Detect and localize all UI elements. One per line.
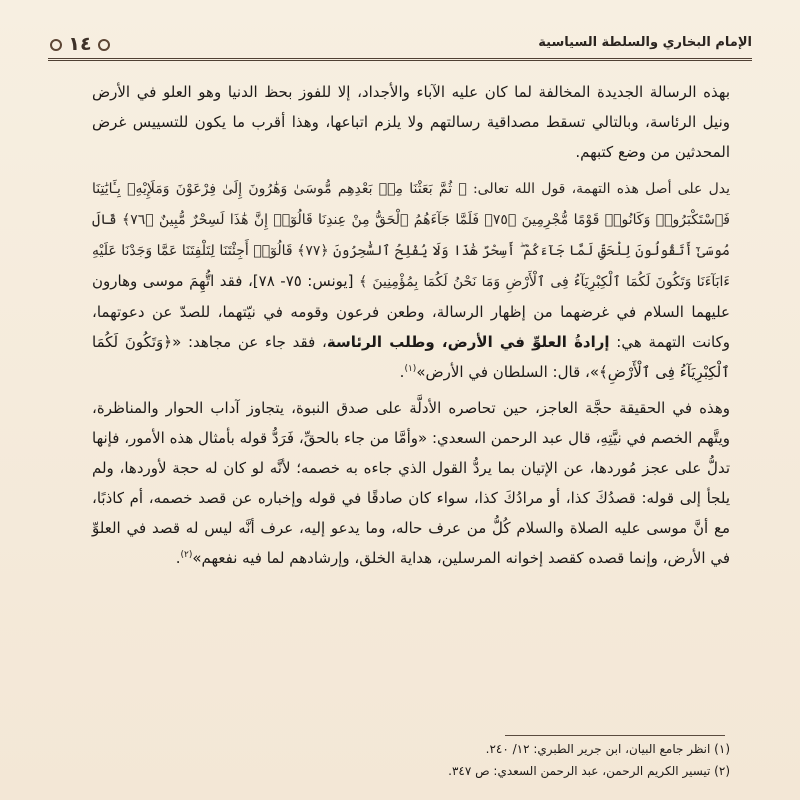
- paragraph-1: بهذه الرسالة الجديدة المخالفة لما كان عليه الآباء والأجداد، إلا للفوز بحظ الدنيا وهو العلو في الأرض ونيل الرئاسة، وبالتالي تسقط مصداقية رسالتهم ولا يلزم اتباعها، وهذا أقرب ما يكون للتسييس غرض المحدثين من وضع كتبهم.: [92, 83, 730, 161]
- footnote-2: (٢) تيسير الكريم الرحمن، عبد الرحمن السعدي: ص ٣٤٧.: [448, 764, 730, 778]
- paragraph-2: يدل على أصل هذه التهمة، قول الله تعالى: ﴿ ثُمَّ بَعَثْنَا مِنۢ بَعْدِهِم مُّوسَىٰ وَهَٰرُونَ إِلَىٰ فِرْعَوْنَ وَمَلَإِيْهِۦ بِـَٔايَٰتِنَا فَٱسْتَكْبَرُوا۟ وَكَانُوا۟ قَوْمًا مُّجْرِمِينَ ﴿٧٥﴾ فَلَمَّا جَآءَهُمُ ٱلْحَقُّ مِنْ عِندِنَا قَالُوٓا۟ إِنَّ هَٰذَا لَسِحْرٌ مُّبِينٌ ﴿٧٦﴾ قَالَ مُوسَىٰٓ أَتَقُولُونَ لِلْحَقِّ لَمَّا جَآءَكُمْ ۖ أَسِحْرٌ هَٰذَا وَلَا يُفْلِحُ ٱلسَّٰحِرُونَ ﴿٧٧﴾ قَالُوٓا۟ أَجِئْتَنَا لِتَلْفِتَنَا عَمَّا وَجَدْنَا عَلَيْهِ ءَابَآءَنَا وَتَكُونَ لَكُمَا ٱلْكِبْرِيَآءُ فِى ٱلْأَرْضِ وَمَا نَحْنُ لَكُمَا بِمُؤْمِنِينَ ﴾ [يونس: ٧٥- ٧٨]، فقد اتُّهِمَ موسى وهارون عليهما السلام في غرضهما من إظهار الرسالة، وطعن فرعون وقومه في نيّتهما، للصدّ عن دعوتهما، وكانت التهمة هي: إرادةُ العلوِّ في الأرض، وطلب الرئاسة، فقد جاء عن مجاهد: «﴿وَتَكُونَ لَكُمَا ٱلْكِبْرِيَآءُ فِى ٱلْأَرْضِ﴾»، قال: السلطان في الأرض»$^{(١)}$.: [92, 181, 731, 381]
- paragraph-2-text-a: [يونس: ٧٥- ٧٨]، فقد اتُّهِمَ موسى وهارون عليهما السلام في غرضهما من إظهار الرسالة، وطعن فرعون وقومه في نيّتهما، للصدّ عن دعوتهما، وكانت التهمة هي:: [92, 272, 730, 351]
- footnotes: [92, 738, 730, 782]
- paragraph-2-bold-phrase: إرادةُ العلوِّ في الأرض، وطلب الرئاسة: [326, 333, 610, 351]
- footnote-1: (١) انظر جامع البيان، ابن جرير الطبري: ١٢/ ٢٤٠.: [485, 742, 730, 756]
- quran-quote: يدل على أصل هذه التهمة، قول الله تعالى: ﴿ ثُمَّ بَعَثْنَا مِنۢ بَعْدِهِم مُّوسَىٰ وَهَٰرُونَ إِلَىٰ فِرْعَوْنَ وَمَلَإِيْهِۦ بِـَٔايَٰتِنَا فَٱسْتَكْبَرُوا۟ وَكَانُوا۟ قَوْمًا مُّجْرِمِينَ ﴿٧٥﴾ فَلَمَّا جَآءَهُمُ ٱلْحَقُّ مِنْ عِندِنَا قَالُوٓا۟ إِنَّ هَٰذَا لَسِحْرٌ مُّبِينٌ ﴿٧٦﴾ قَالَ مُوسَىٰٓ أَتَقُولُونَ لِلْحَقِّ لَمَّا جَآءَكُمْ ۖ أَسِحْرٌ هَٰذَا وَلَا يُفْلِحُ ٱلسَّٰحِرُونَ ﴿٧٧﴾ قَالُوٓا۟ أَجِئْتَنَا لِتَلْفِتَنَا عَمَّا وَجَدْنَا عَلَيْهِ ءَابَآءَنَا وَتَكُونَ لَكُمَا ٱلْكِبْرِيَآءُ فِى ٱلْأَرْضِ وَمَا نَحْنُ لَكُمَا بِمُؤْمِنِينَ ﴾: [92, 181, 731, 290]
- ornament-left-icon: [50, 39, 62, 51]
- paragraph-2-text-b: ، فقد جاء عن مجاهد: «﴿وَتَكُونَ لَكُمَا ٱلْكِبْرِيَآءُ فِى ٱلْأَرْضِ﴾»، قال: السلطان في الأرض»: [92, 333, 730, 381]
- page-header: [48, 34, 752, 68]
- ornament-right-icon: [98, 39, 110, 51]
- footnote-separator: [505, 735, 725, 736]
- footnote-ref-1: (١): [404, 364, 417, 374]
- footnote-ref-2: (٢): [180, 550, 193, 560]
- paragraph-3: وهذه في الحقيقة حجَّة العاجز، حين تحاصره الأدلَّة على صدق النبوة، يتجاوز آداب الحوار والمناظرة، ويتَّهم الخصم في نيَّتِهِ، قال عبد الرحمن السعدي: «وأمَّا من جاء بالحقِّ، فَرَدُّ قوله بأمثال هذه الأمور، فإنها تدلُّ على عجز مُوردها، عن الإتيان بما يردُّ القول الذي جاءه به خصمه؛ لأنَّه لو كان له حجة لأوردها، ولم يلجأ إلى قوله: قصدُكَ كذا، أو مرادُكَ كذا، سواء كان صادقًا في قوله وإخباره عن قصد خصمه، أم كاذبًا، مع أنَّ موسى عليه الصلاة والسلام كُلُّ من عرف حاله، وما يدعو إليه، عرف أنَّه ليس له قصد في العلوِّ في الأرض، وإنما قصده كقصد إخوانه المرسلين، هداية الخلق، وإرشادهم لما فيه نفعهم»$^{(٢)}$.: [92, 399, 730, 567]
- header-rule: [48, 58, 752, 61]
- running-header-title: الإمام البخاري والسلطة السياسية: [538, 35, 752, 50]
- page-number: ١٤: [68, 33, 92, 55]
- paragraph-3-text: وهذه في الحقيقة حجَّة العاجز، حين تحاصره الأدلَّة على صدق النبوة، يتجاوز آداب الحوار والمناظرة، ويتَّهم الخصم في نيَّتِهِ، قال عبد الرحمن السعدي: «وأمَّا من جاء بالحقِّ، فَرَدُّ قوله بأمثال هذه الأمور، فإنها تدلُّ على عجز مُوردها، عن الإتيان بما يردُّ القول الذي جاءه به خصمه؛ لأنَّه لو كان له حجة لأوردها، ولم يلجأ إلى قوله: قصدُكَ كذا، أو مرادُكَ كذا، سواء كان صادقًا في قوله وإخباره عن قصد خصمه، أم كاذبًا، مع أنَّ موسى عليه الصلاة والسلام كُلُّ من عرف حاله، وما يدعو إليه، عرف أنَّه ليس له قصد في العلوِّ في الأرض، وإنما قصده كقصد إخوانه المرسلين، هداية الخلق، وإرشادهم لما فيه نفعهم»: [92, 399, 730, 567]
- main-text: [92, 77, 730, 573]
- page-number-ornament: [48, 34, 112, 56]
